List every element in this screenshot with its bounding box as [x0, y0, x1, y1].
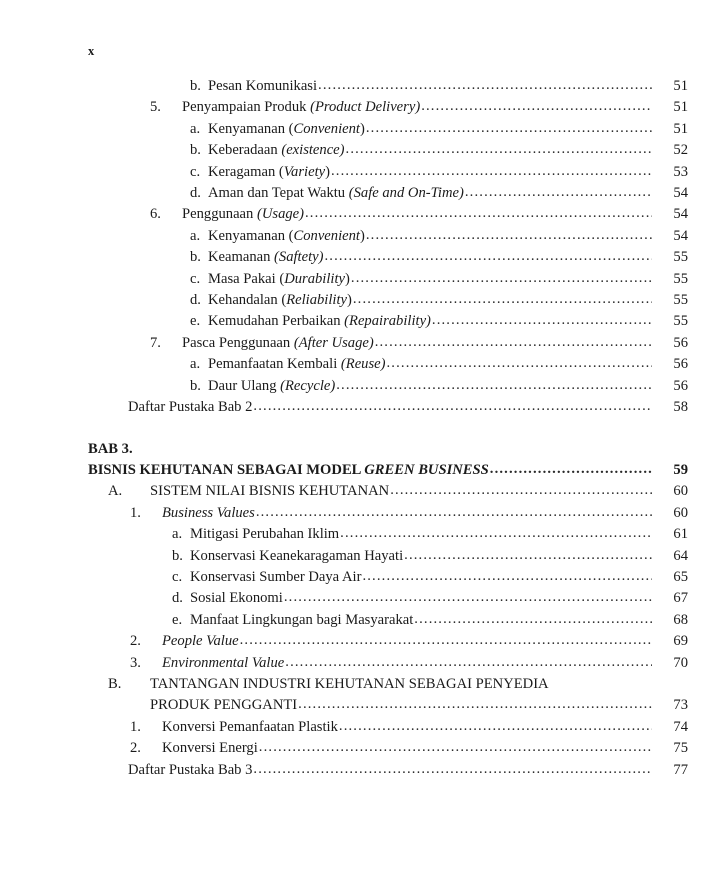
- toc-entry-label: Keragaman (Variety): [208, 163, 330, 180]
- toc-page-number: 67: [673, 590, 688, 607]
- toc-entry-label: Kenyamanan (Convenient): [208, 227, 365, 244]
- toc-page-number: 69: [673, 633, 688, 650]
- toc-entry-marker: 2.: [130, 740, 141, 757]
- toc-page-number: 54: [673, 206, 688, 223]
- toc-entry[interactable]: [0, 162, 708, 183]
- toc-entry[interactable]: [0, 653, 708, 674]
- toc-entry-marker: d.: [190, 292, 201, 309]
- toc-page-number: 54: [673, 227, 688, 244]
- toc-entry[interactable]: [0, 674, 708, 695]
- chapter-2-entries: [0, 76, 708, 419]
- toc-entry-label: Keamanan (Saftety): [208, 249, 324, 266]
- toc-entry-marker: b.: [190, 377, 201, 394]
- toc-page-number: 55: [673, 313, 688, 330]
- toc-entry[interactable]: [0, 567, 708, 588]
- toc-entry-label: Konservasi Sumber Daya Air: [190, 568, 362, 585]
- toc-leader-dots: [390, 480, 652, 501]
- toc-entry[interactable]: [0, 481, 708, 502]
- toc-entry-label: Konversi Pemanfaatan Plastik: [162, 718, 338, 735]
- toc-entry-label: Pesan Komunikasi: [208, 78, 318, 94]
- toc-entry[interactable]: [0, 610, 708, 631]
- toc-entry-marker: e.: [172, 611, 183, 628]
- toc-entry-marker: d.: [190, 185, 201, 202]
- toc-page-number: 54: [673, 185, 688, 202]
- toc-entry-label: Daftar Pustaka Bab 3: [128, 761, 253, 778]
- toc-page-number: 55: [673, 249, 688, 266]
- toc-entry-marker: b.: [172, 547, 183, 564]
- toc-page-number: 60: [673, 483, 688, 500]
- toc-entry-marker: 1.: [130, 718, 141, 735]
- toc-leader-dots: [336, 375, 652, 396]
- toc-entry-label: Sosial Ekonomi: [190, 590, 283, 607]
- toc-leader-dots: [362, 566, 652, 587]
- toc-entry[interactable]: [0, 397, 708, 418]
- toc-entry-label: Mitigasi Perubahan Iklim: [190, 526, 340, 543]
- toc-leader-dots: [353, 289, 652, 310]
- toc-entry[interactable]: [0, 76, 708, 97]
- toc-entry-label: Environmental Value: [162, 654, 285, 671]
- toc-page-number: 68: [673, 611, 688, 628]
- toc-leader-dots: [346, 139, 652, 160]
- toc-leader-dots: [375, 332, 652, 353]
- toc-entry[interactable]: [0, 503, 708, 524]
- toc-entry[interactable]: [0, 226, 708, 247]
- toc-entry-label: SISTEM NILAI BISNIS KEHUTANAN: [150, 483, 390, 500]
- toc-entry[interactable]: [0, 204, 708, 225]
- toc-entry[interactable]: [0, 695, 708, 716]
- toc-leader-dots: [305, 203, 652, 224]
- toc-page-number: 77: [673, 761, 688, 778]
- toc-entry-label: Kenyamanan (Convenient): [208, 120, 365, 137]
- toc-entry-label: Business Values: [162, 504, 255, 521]
- toc-entry[interactable]: [0, 97, 708, 118]
- toc-entry-marker: a.: [190, 227, 201, 244]
- toc-entry[interactable]: [0, 311, 708, 332]
- toc-entry-label: Masa Pakai (Durability): [208, 270, 350, 287]
- toc-entry[interactable]: [0, 738, 708, 759]
- toc-leader-dots: [340, 523, 652, 544]
- toc-entry-label: Pasca Penggunaan (After Usage): [182, 334, 374, 351]
- toc-entry-label: Penggunaan (Usage): [182, 206, 304, 223]
- toc-entry-marker: c.: [190, 270, 201, 287]
- toc-entry-label: People Value: [162, 633, 239, 650]
- toc-entry-label: BISNIS KEHUTANAN SEBAGAI MODEL GREEN BUSINESS: [88, 461, 489, 478]
- toc-leader-dots: [465, 182, 652, 203]
- chapter-3-number: BAB 3.: [88, 440, 133, 457]
- toc-page-number: 61: [673, 526, 688, 543]
- toc-leader-dots: [253, 759, 652, 780]
- toc-page-number: 55: [673, 270, 688, 287]
- toc-entry-label: Penyampaian Produk (Product Delivery): [182, 99, 421, 116]
- toc-page-number: 52: [673, 142, 688, 159]
- toc-leader-dots: [421, 96, 652, 117]
- toc-entry-label: Daftar Pustaka Bab 2: [128, 399, 253, 416]
- toc-entry[interactable]: [0, 333, 708, 354]
- toc-page-number: 60: [673, 504, 688, 521]
- toc-entry-marker: 2.: [130, 633, 141, 650]
- toc-entry-marker: a.: [190, 120, 201, 137]
- toc-page-number: 51: [673, 99, 688, 116]
- toc-page-number: 55: [673, 292, 688, 309]
- toc-leader-dots: [351, 268, 652, 289]
- toc-page-number: 74: [673, 718, 688, 735]
- toc-page-number: 53: [673, 163, 688, 180]
- toc-leader-dots: [414, 609, 652, 630]
- toc-page-number: 51: [673, 78, 688, 94]
- toc-entry-label: Keberadaan (existence): [208, 142, 345, 159]
- toc-entry[interactable]: [0, 183, 708, 204]
- toc-entry[interactable]: [0, 524, 708, 545]
- toc-entry-label: Daur Ulang (Recycle): [208, 377, 336, 394]
- toc-leader-dots: [298, 694, 652, 715]
- toc-page-number: 65: [673, 568, 688, 585]
- toc-entry-label: Aman dan Tepat Waktu (Safe and On-Time): [208, 185, 464, 202]
- table-of-contents: [0, 76, 708, 781]
- toc-entry-marker: b.: [190, 249, 201, 266]
- toc-entry[interactable]: [0, 460, 708, 481]
- toc-leader-dots: [253, 396, 652, 417]
- toc-entry[interactable]: [0, 376, 708, 397]
- toc-entry[interactable]: [0, 269, 708, 290]
- toc-page-number: 51: [673, 120, 688, 137]
- toc-entry-label: Konversi Energi: [162, 740, 258, 757]
- toc-leader-dots: [324, 246, 652, 267]
- toc-entry-marker: c.: [172, 568, 183, 585]
- toc-page-number: 56: [673, 377, 688, 394]
- toc-entry[interactable]: [0, 290, 708, 311]
- toc-leader-dots: [432, 310, 652, 331]
- toc-entry-marker: a.: [172, 526, 183, 543]
- toc-entry-marker: 5.: [150, 99, 161, 116]
- toc-entry-marker: A.: [108, 483, 123, 500]
- toc-entry-label: Pemanfaatan Kembali (Reuse): [208, 356, 386, 373]
- toc-page-number: 58: [673, 399, 688, 416]
- toc-page-number: 75: [673, 740, 688, 757]
- toc-page-number: 56: [673, 356, 688, 373]
- toc-entry-marker: 1.: [130, 504, 141, 521]
- toc-leader-dots: [259, 737, 652, 758]
- toc-entry[interactable]: [0, 760, 708, 781]
- toc-page-number: 56: [673, 334, 688, 351]
- toc-entry[interactable]: [0, 354, 708, 375]
- toc-entry-label: Manfaat Lingkungan bagi Masyarakat: [190, 611, 414, 628]
- toc-leader-dots: [490, 459, 652, 480]
- toc-leader-dots: [387, 353, 653, 374]
- toc-entry-label: Kehandalan (Reliability): [208, 292, 352, 309]
- toc-page-number: 59: [673, 461, 688, 478]
- toc-leader-dots: [366, 225, 652, 246]
- toc-entry[interactable]: [0, 546, 708, 567]
- toc-leader-dots: [366, 118, 652, 139]
- toc-leader-dots: [404, 545, 652, 566]
- toc-entry-marker: b.: [190, 142, 201, 159]
- toc-entry-marker: 3.: [130, 654, 141, 671]
- toc-leader-dots: [240, 630, 652, 651]
- toc-entry[interactable]: [0, 247, 708, 268]
- toc-leader-dots: [285, 652, 652, 673]
- chapter-3-entries: [0, 460, 708, 781]
- toc-page-number: 70: [673, 654, 688, 671]
- toc-entry-marker: d.: [172, 590, 183, 607]
- toc-entry-marker: b.: [190, 78, 201, 94]
- toc-entry-label: TANTANGAN INDUSTRI KEHUTANAN SEBAGAI PENYEDIA: [150, 675, 549, 692]
- toc-entry-marker: e.: [190, 313, 201, 330]
- toc-entry-marker: c.: [190, 163, 201, 180]
- toc-page-number: 64: [673, 547, 688, 564]
- toc-entry[interactable]: [0, 717, 708, 738]
- toc-entry-marker: 7.: [150, 334, 161, 351]
- toc-page-number: 73: [673, 697, 688, 714]
- toc-entry[interactable]: [0, 588, 708, 609]
- toc-entry-label: PRODUK PENGGANTI: [150, 697, 298, 714]
- toc-leader-dots: [331, 161, 652, 182]
- toc-leader-dots: [318, 75, 652, 96]
- toc-entry-marker: B.: [108, 675, 122, 692]
- toc-leader-dots: [256, 502, 652, 523]
- toc-entry[interactable]: [0, 140, 708, 161]
- page-folio: x: [88, 44, 95, 58]
- toc-entry[interactable]: [0, 119, 708, 140]
- toc-leader-dots: [339, 716, 652, 737]
- toc-leader-dots: [284, 587, 652, 608]
- toc-entry-marker: 6.: [150, 206, 161, 223]
- section-gap: [0, 419, 708, 439]
- toc-entry-marker: a.: [190, 356, 201, 373]
- toc-entry-label: Konservasi Keanekaragaman Hayati: [190, 547, 404, 564]
- toc-entry-label: Kemudahan Perbaikan (Repairability): [208, 313, 431, 330]
- toc-entry[interactable]: [0, 631, 708, 652]
